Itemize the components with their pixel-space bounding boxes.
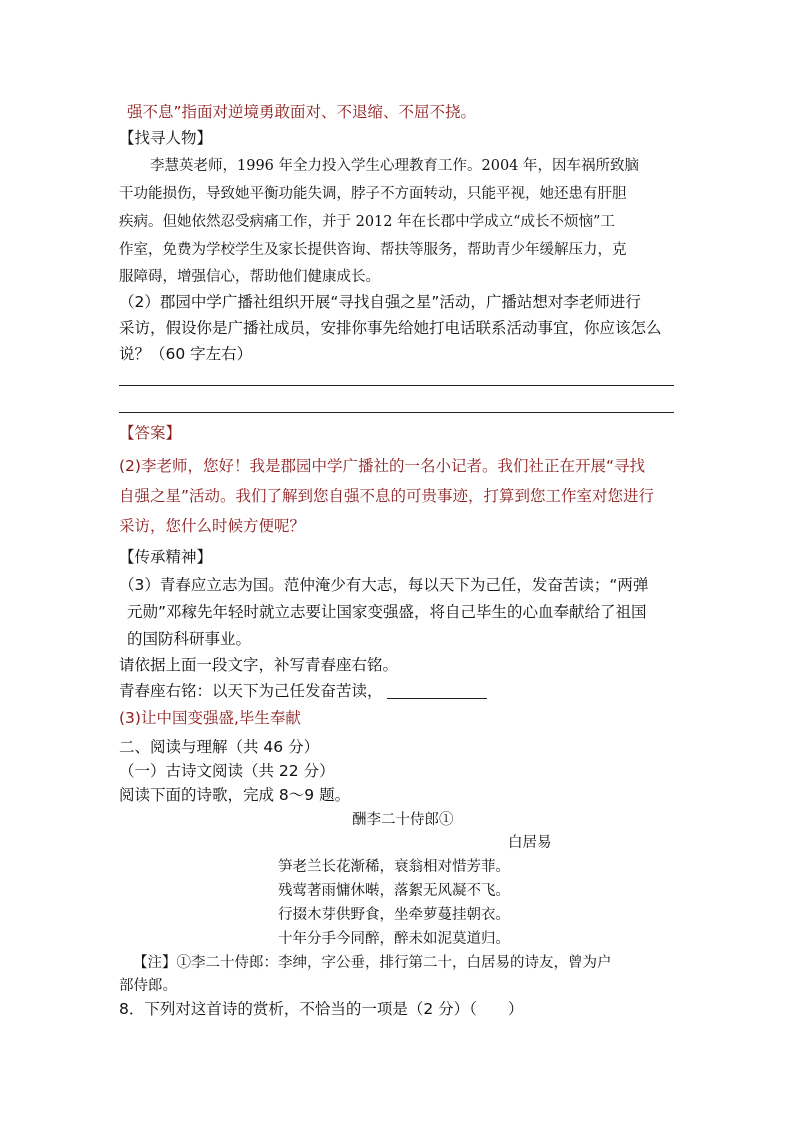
answer-blank-line[interactable] [119, 412, 674, 413]
find-person-line: 李慧英老师，1996 年全力投入学生心理教育工作。2004 年，因车祸所致脑 [150, 158, 640, 174]
poem-title: 酬李二十侍郎① [352, 812, 454, 828]
question3-line: （3）青春应立志为国。范仲淹少有大志，每以天下为己任，发奋苦读；“两弹 [119, 576, 649, 594]
answer-line: 自强之星”活动。我们了解到您自强不息的可贵事迹，打算到您工作室对您进行 [119, 487, 655, 505]
find-person-line: 作室，免费为学校学生及家长提供咨询、帮扶等服务，帮助青少年缓解压力，克 [119, 242, 627, 258]
section2-instruction: 阅读下面的诗歌，完成 8～9 题。 [119, 786, 351, 804]
find-person-line: 服障碍，增强信心，帮助他们健康成长。 [119, 269, 380, 285]
question3-line: 的国防科研事业。 [127, 630, 252, 648]
poem-author: 白居易 [508, 835, 552, 851]
poem-line: 十年分手今同醉，醉未如泥莫道归。 [278, 931, 510, 947]
answer-blank-line[interactable] [119, 385, 674, 386]
poem-note: 【注】①李二十侍郎：李绅，字公垂，排行第二十，白居易的诗友，曾为户 [133, 955, 612, 971]
find-person-heading: 【找寻人物】 [119, 129, 213, 147]
poem-line: 笋老兰长花渐稀，衰翁相对惜芳菲。 [278, 859, 510, 875]
question3-instruction: 请依据上面一段文字，补写青春座右铭。 [119, 656, 399, 674]
section2-title: 二、阅读与理解（共 46 分） [119, 738, 320, 756]
intro-tail-line: 强不息”指面对逆境勇敢面对、不退缩、不屈不挠。 [127, 103, 477, 121]
question2-line: （2）郡园中学广播社组织开展“寻找自强之星”活动，广播站想对李老师进行 [119, 293, 641, 311]
find-person-line: 干功能损伤，导致她平衡功能失调，脖子不方面转动，只能平视，她还患有肝胆 [119, 186, 627, 202]
answer-heading: 【答案】 [119, 424, 182, 442]
section2-subtitle: （一）古诗文阅读（共 22 分） [119, 762, 335, 780]
poem-note: 部侍郎。 [119, 978, 177, 994]
question3-line: 元勋”邓稼先年轻时就立志要让国家变强盛，将自己毕生的心血奉献给了祖国 [127, 603, 647, 621]
motto-line [119, 681, 487, 701]
question2-line: 采访，假设你是广播社成员，安排你事先给她打电话联系活动事宜，你应该怎么 [119, 319, 662, 337]
question8-line: 8．下列对这首诗的赏析，不恰当的一项是（2 分）（ ） [119, 1000, 524, 1018]
poem-line: 残莺著雨慵休啭，落絮无风凝不飞。 [278, 883, 510, 899]
motto-prefix: 青春座右铭：以天下为己任发奋苦读， [119, 682, 383, 700]
inherit-heading: 【传承精神】 [119, 548, 213, 566]
poem-line: 行掇木芽供野食，坐牵萝蔓挂朝衣。 [278, 907, 510, 923]
find-person-line: 疾病。但她依然忍受病痛工作，并于 2012 年在长郡中学成立“成长不烦恼”工 [119, 214, 615, 230]
question2-line: 说？（60 字左右） [119, 345, 253, 363]
answer-line: 采访，您什么时候方便呢？ [119, 517, 306, 535]
answer3-line: (3)让中国变强盛,毕生奉献 [119, 709, 301, 727]
motto-blank[interactable] [387, 683, 487, 699]
answer-line: (2)李老师，您好！我是郡园中学广播社的一名小记者。我们社正在开展“寻找 [119, 457, 645, 475]
